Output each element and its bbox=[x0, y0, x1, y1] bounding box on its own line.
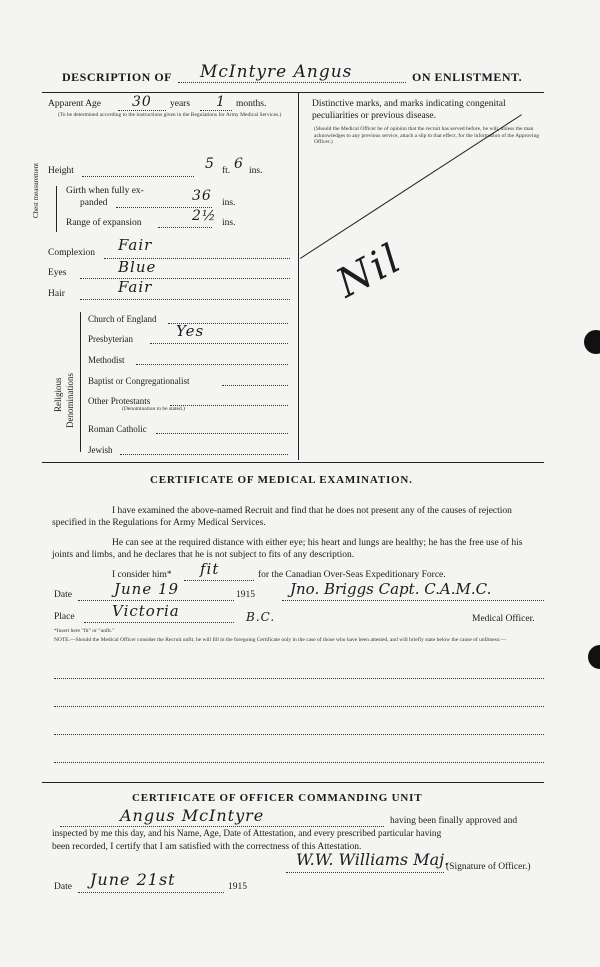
medical-date-line bbox=[78, 600, 234, 601]
hair-line bbox=[80, 299, 290, 300]
officer-cert-title: CERTIFICATE OF OFFICER COMMANDING UNIT bbox=[132, 792, 423, 804]
ft-label: ft. bbox=[222, 166, 231, 176]
fit-line bbox=[184, 580, 254, 581]
officer-date-year: 1915 bbox=[228, 882, 247, 892]
chest-measurement-label: Chest measurement bbox=[32, 162, 40, 218]
officer-signature: W.W. Williams Maj. bbox=[296, 850, 450, 869]
jewish-line bbox=[120, 454, 288, 455]
hair-value: Fair bbox=[118, 278, 153, 296]
medical-footnote-note: NOTE.—Should the Medical Officer consider the Recruit unfit, he will fill in the foregoing Certificate only in the case of those who have been attested, and will briefly state below the cause of unfitness:— bbox=[54, 637, 506, 643]
unfit-line-1 bbox=[54, 678, 544, 679]
medical-cert-title: CERTIFICATE OF MEDICAL EXAMINATION. bbox=[150, 474, 413, 486]
age-years-line bbox=[118, 110, 166, 111]
medical-date-year: 1915 bbox=[236, 590, 255, 600]
girth-label-2: panded bbox=[80, 198, 108, 208]
fit-value: fit bbox=[200, 560, 220, 578]
medical-date-label: Date bbox=[54, 590, 72, 600]
apparent-age-label: Apparent Age bbox=[48, 99, 102, 109]
girth-label-1: Girth when fully ex- bbox=[66, 186, 144, 196]
unfit-line-4 bbox=[54, 762, 544, 763]
eyes-label: Eyes bbox=[48, 268, 67, 278]
unfit-line-3 bbox=[54, 734, 544, 735]
medical-footnote-star: *Insert here "fit" or "unfit." bbox=[54, 628, 115, 634]
presbyterian-line bbox=[150, 343, 288, 344]
range-value: 2½ bbox=[192, 208, 217, 224]
range-label: Range of expansion bbox=[66, 218, 142, 228]
religion-side-label-2: Denominations bbox=[65, 373, 75, 428]
punch-hole-top bbox=[584, 330, 600, 354]
height-leader bbox=[82, 176, 194, 177]
rc-line bbox=[156, 433, 288, 434]
age-note: (To be determined according to the instructions given in the Regulations for Army Medical Services.) bbox=[58, 112, 282, 118]
consider-prefix: I consider him* bbox=[112, 570, 172, 580]
other-line bbox=[170, 405, 288, 406]
officer-text-3: been recorded, I certify that I am satisfied with the correctness of this Attestation. bbox=[52, 842, 362, 852]
marks-heading: Distinctive marks, and marks indicating congenital peculiarities or previous disease. bbox=[312, 99, 506, 121]
officer-text-2: inspected by me this day, and his Name, Age, Date of Attestation, and every prescribed particular having bbox=[52, 829, 442, 839]
marks-value: Nil bbox=[329, 235, 410, 307]
medical-place-value: Victoria bbox=[112, 602, 180, 620]
officer-date-label: Date bbox=[54, 882, 72, 892]
marks-note: (Should the Medical Officer be of opinion that the recruit has served before, he will, unless the man acknowledges to any previous service, attach a slip to that effect, for the information of the Approving Officer.) bbox=[314, 126, 540, 145]
medical-sig-line bbox=[282, 600, 544, 601]
religion-side-label-1: Religious bbox=[53, 377, 63, 412]
range-unit: ins. bbox=[222, 218, 236, 228]
unfit-line-2 bbox=[54, 706, 544, 707]
complexion-label: Complexion bbox=[48, 248, 95, 258]
frame-top-line bbox=[42, 92, 544, 93]
officer-name-line bbox=[60, 826, 384, 827]
medical-officer-label: Medical Officer. bbox=[472, 614, 535, 624]
frame-center-divider bbox=[298, 92, 299, 460]
presbyterian-value: Yes bbox=[176, 322, 205, 340]
frame-lower-line bbox=[42, 782, 544, 783]
chest-bracket bbox=[56, 186, 57, 232]
officer-recruit-name: Angus McIntyre bbox=[120, 806, 265, 825]
officer-signature-label: (Signature of Officer.) bbox=[446, 862, 531, 872]
girth-value: 36 bbox=[192, 188, 212, 204]
name-line bbox=[178, 82, 406, 83]
height-label: Height bbox=[48, 166, 74, 176]
medical-para-2: He can see at the required distance with either eye; his heart and lungs are healthy; he has the free use of his joints and limbs, and he declares that he is not subject to fits of any description. bbox=[52, 538, 523, 560]
complexion-value: Fair bbox=[118, 236, 153, 254]
officer-text-1: having been finally approved and bbox=[390, 816, 518, 826]
medical-officer-signature: Jno. Briggs Capt. C.A.M.C. bbox=[290, 580, 492, 598]
religion-church-of-england: Church of England bbox=[88, 314, 157, 324]
officer-sig-line bbox=[286, 872, 444, 873]
header-title-right: ON ENLISTMENT. bbox=[412, 70, 523, 84]
age-months-value: 1 bbox=[216, 94, 226, 110]
eyes-value: Blue bbox=[118, 258, 157, 276]
punch-hole-bottom bbox=[588, 645, 600, 669]
religion-methodist: Methodist bbox=[88, 355, 125, 365]
ins-label: ins. bbox=[249, 166, 263, 176]
hair-label: Hair bbox=[48, 289, 65, 299]
months-label: months. bbox=[236, 99, 267, 109]
range-line bbox=[158, 227, 212, 228]
medical-place-suffix: B.C. bbox=[246, 610, 276, 624]
baptist-line bbox=[222, 385, 288, 386]
eyes-line bbox=[80, 278, 290, 279]
officer-date-value: June 21st bbox=[90, 870, 176, 889]
header-title-left: DESCRIPTION OF bbox=[62, 70, 173, 84]
age-months-line bbox=[200, 110, 232, 111]
frame-mid-line bbox=[42, 462, 544, 463]
height-ft-value: 5 bbox=[205, 156, 215, 172]
age-years-value: 30 bbox=[132, 94, 152, 110]
consider-suffix: for the Canadian Over-Seas Expeditionary Force. bbox=[258, 570, 446, 580]
medical-para-1: I have examined the above-named Recruit and find that he does not present any of the causes of rejection specified in the Regulations for Army Medical Services. bbox=[52, 506, 512, 528]
religion-other-protestants: Other Protestants bbox=[88, 396, 151, 406]
religion-jewish: Jewish bbox=[88, 445, 113, 455]
years-label: years bbox=[170, 99, 191, 109]
officer-date-line bbox=[78, 892, 224, 893]
religion-baptist: Baptist or Congregationalist bbox=[88, 376, 190, 386]
height-in-value: 6 bbox=[234, 156, 244, 172]
religion-other-note: (Denomination to be stated.) bbox=[122, 406, 185, 412]
religion-roman-catholic: Roman Catholic bbox=[88, 424, 147, 434]
medical-date-value: June 19 bbox=[114, 580, 180, 598]
medical-place-line bbox=[84, 622, 234, 623]
religion-bracket bbox=[80, 312, 81, 452]
religion-presbyterian: Presbyterian bbox=[88, 334, 133, 344]
medical-place-label: Place bbox=[54, 612, 75, 622]
recruit-name: McIntyre Angus bbox=[200, 62, 353, 82]
methodist-line bbox=[136, 364, 288, 365]
girth-unit: ins. bbox=[222, 198, 236, 208]
